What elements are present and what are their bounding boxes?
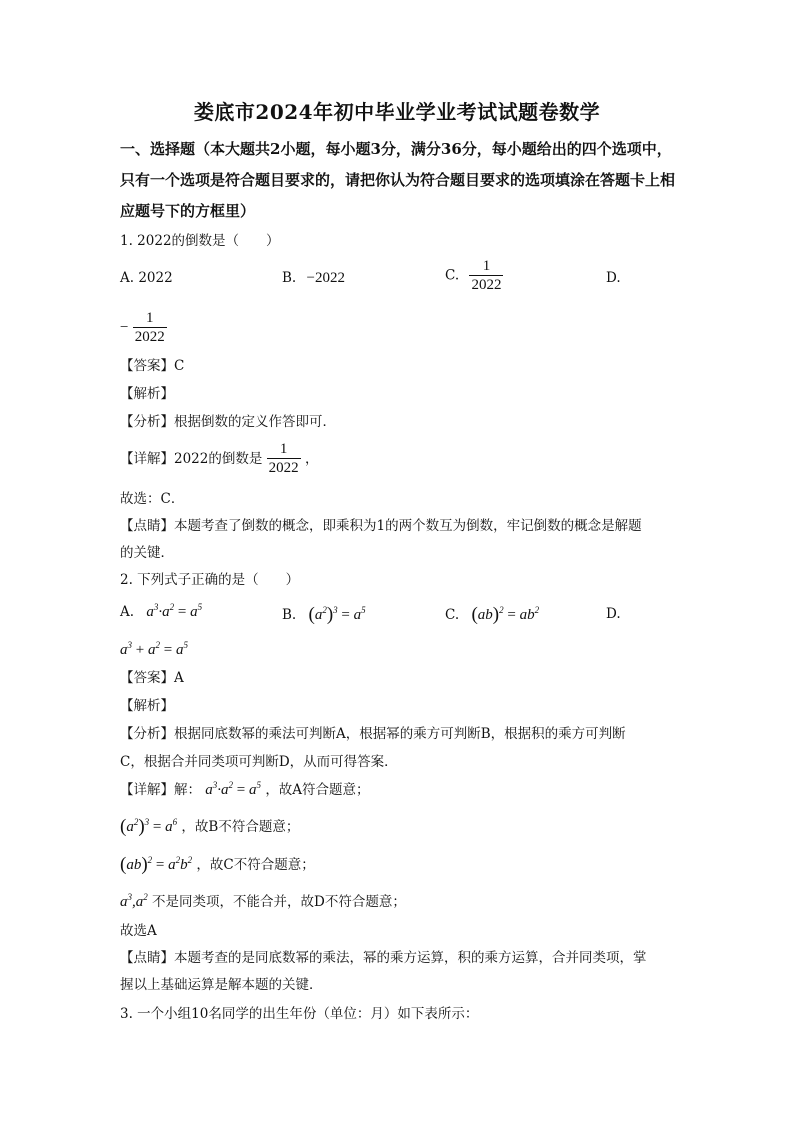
q2-xiangjie-b bbox=[120, 818, 299, 836]
q2-stem: 2. 下列式子正确的是（ ） bbox=[120, 572, 300, 588]
q1-xiangjie-text: 【详解】2022的倒数是 bbox=[120, 451, 263, 467]
q1-option-d-fraction bbox=[133, 310, 167, 346]
q2-fenxi-line1: 【分析】根据同底数幂的乘法可判断A，根据幂的乘方可判断B，根据积的乘方可判断 bbox=[120, 726, 626, 742]
fraction-numerator: 1 bbox=[146, 310, 154, 326]
q2-option-a bbox=[120, 604, 202, 621]
q2-fenxi-line2: C，根据合并同类项可判断D，从而可得答案． bbox=[120, 754, 398, 770]
q1-option-a: A. 2022 bbox=[120, 270, 173, 286]
q3-stem: 3. 一个小组10名同学的出生年份（单位：月）如下表所示： bbox=[120, 1006, 479, 1022]
q2-option-d-label: D. bbox=[606, 606, 621, 622]
q2-xiangjie-c bbox=[120, 856, 315, 874]
fraction-denominator: 2022 bbox=[268, 460, 299, 476]
q2-xiangjie-b-formula: $(a^2)^3 = a^6$ bbox=[120, 816, 178, 837]
q2-option-c-label: C. bbox=[445, 607, 460, 623]
q2-xiangjie-d-formula: $a^3,a^2$ bbox=[120, 892, 148, 910]
q1-option-b-value: −2022 bbox=[306, 270, 345, 286]
q1-answer: 【答案】C bbox=[120, 358, 185, 374]
q2-analysis-heading: 【解析】 bbox=[120, 698, 174, 714]
q1-option-c bbox=[445, 258, 503, 294]
fraction-denominator: 2022 bbox=[471, 277, 502, 293]
q2-option-b-label: B. bbox=[282, 607, 297, 623]
q2-option-c-formula: $(ab)^2 = ab^2$ bbox=[471, 604, 540, 625]
q2-option-d bbox=[120, 642, 188, 659]
q2-xiangjie-c-text: ，故C不符合题意； bbox=[196, 857, 315, 873]
q2-xiangjie-prefix: 【详解】解： bbox=[120, 782, 201, 798]
fraction-numerator: 1 bbox=[482, 258, 491, 274]
q1-stem: 1. 2022的倒数是（ ） bbox=[120, 233, 280, 249]
q1-option-c-label: C. bbox=[445, 267, 460, 284]
q2-xiangjie-c-formula: $(ab)^2 = a^2b^2$ bbox=[120, 854, 193, 875]
q2-dianjing-line2: 握以上基础运算是解本题的关键． bbox=[120, 977, 323, 993]
q1-dianjing-line1: 【点睛】本题考查了倒数的概念，即乘积为1的两个数互为倒数，牢记倒数的概念是解题 bbox=[120, 518, 642, 534]
q2-xiangjie-d-text: 不是同类项，不能合并，故D不符合题意； bbox=[152, 894, 406, 910]
section-heading: 一、选择题（本大题共2小题，每小题3分，满分36分，每小题给出的四个选项中，只有一个选项是符合题目要求的，请把你认为符合题目要求的选项填涂在答题卡上相应题号下的方框里） bbox=[120, 140, 676, 220]
q2-option-c bbox=[445, 604, 539, 626]
q2-option-d-formula: $a^3 + a^2 = a^5$ bbox=[120, 640, 188, 658]
q2-answer: 【答案】A bbox=[120, 670, 184, 686]
q2-xiangjie-a-formula: $a^3\cdot a^2 = a^5$ bbox=[205, 780, 262, 798]
q2-option-a-formula: $a^3\cdot a^2 = a^5$ bbox=[146, 602, 203, 620]
q1-option-d-sign: − bbox=[120, 319, 129, 336]
q1-option-d bbox=[120, 310, 167, 346]
q2-dianjing-line1: 【点睛】本题考查的是同底数幂的乘法，幂的乘方运算，积的乘方运算，合并同类项，掌 bbox=[120, 950, 647, 966]
q1-option-b-label: B. bbox=[282, 270, 297, 286]
q2-option-b bbox=[282, 604, 366, 626]
q1-analysis-heading: 【解析】 bbox=[120, 386, 174, 402]
q2-guxuan: 故选A bbox=[120, 923, 157, 939]
q2-xiangjie-d bbox=[120, 893, 406, 911]
q2-xiangjie-a bbox=[120, 781, 370, 799]
q1-option-d-label: D. bbox=[606, 270, 621, 286]
q1-option-b bbox=[282, 270, 345, 287]
q2-xiangjie-b-text: ，故B不符合题意； bbox=[181, 819, 300, 835]
q2-option-a-label: A. bbox=[120, 604, 135, 620]
page-title: 娄底市2024年初中毕业学业考试试题卷数学 bbox=[193, 100, 601, 124]
q2-xiangjie-a-text: ，故A符合题意； bbox=[265, 782, 370, 798]
fraction-denominator: 2022 bbox=[134, 329, 165, 345]
fraction-numerator: 1 bbox=[279, 441, 288, 457]
q1-dianjing-line2: 的关键． bbox=[120, 545, 174, 561]
q2-option-b-formula: $(a^2)^3 = a^5$ bbox=[308, 604, 366, 625]
q1-xiangjie-fraction bbox=[267, 441, 301, 477]
q1-xiangjie bbox=[120, 441, 318, 477]
q1-option-c-fraction bbox=[469, 258, 503, 294]
q1-fenxi: 【分析】根据倒数的定义作答即可． bbox=[120, 414, 336, 430]
q1-guxuan: 故选：C． bbox=[120, 491, 185, 507]
q1-xiangjie-end: ， bbox=[304, 451, 319, 467]
